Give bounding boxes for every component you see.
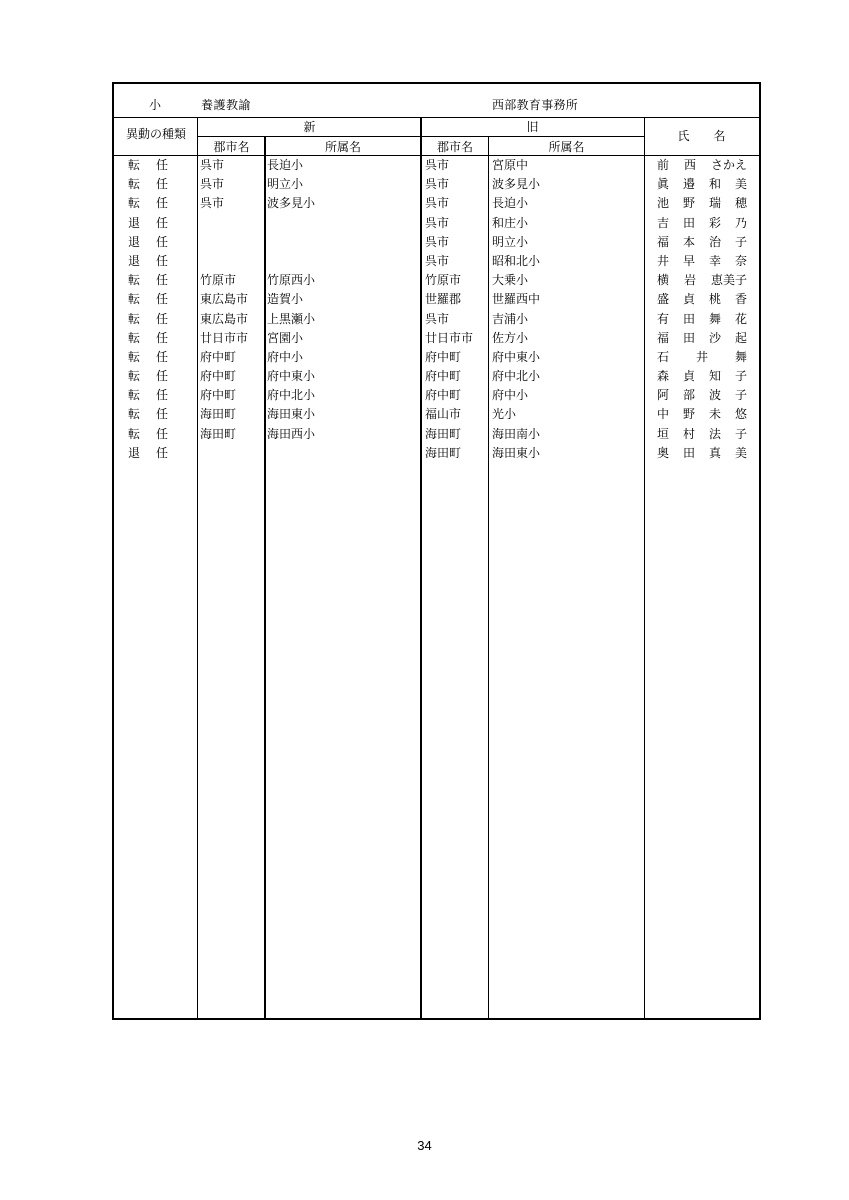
change-type-cell: 退任: [128, 215, 185, 230]
new-city-cell: 東広島市: [200, 311, 249, 326]
old-school-cell: 和庄小: [492, 215, 529, 230]
old-city-cell: 海田町: [425, 445, 462, 460]
new-city-header: 郡市名: [213, 140, 250, 154]
subject-label: 養護教諭: [201, 98, 252, 112]
old-city-cell: 呉市: [425, 158, 450, 172]
new-school-cell: 波多見小: [267, 196, 316, 211]
new-city-cell: 海田町: [200, 426, 237, 441]
new-school-cell: 上黒瀬小: [267, 311, 316, 326]
name-cell: 石 井 舞: [657, 349, 747, 364]
change-type-cell: 転任: [128, 292, 185, 307]
name-cell: 横 岩 恵美子: [657, 273, 747, 288]
change-type-cell: 退任: [128, 445, 185, 460]
change-type-cell: 転任: [128, 330, 185, 345]
change-type-cell: 転任: [128, 158, 185, 172]
new-city-cell: 東広島市: [200, 292, 249, 307]
new-city-cell: 呉市: [200, 196, 225, 211]
old-school-header: 所属名: [548, 140, 585, 154]
change-type-cell: 転任: [128, 349, 185, 364]
old-school-cell: 波多見小: [492, 177, 541, 192]
old-city-cell: 呉市: [425, 253, 450, 268]
new-city-cell: 府中町: [200, 388, 237, 403]
old-school-cell: 大乗小: [492, 273, 529, 288]
change-type-cell: 転任: [128, 407, 185, 422]
old-city-cell: 府中町: [425, 388, 462, 403]
new-school-cell: 宮園小: [267, 330, 304, 345]
new-group-header: 新: [303, 120, 316, 134]
table-row: [114, 425, 759, 444]
old-city-cell: 呉市: [425, 215, 450, 230]
change-type-cell: 転任: [128, 177, 185, 192]
old-city-cell: 廿日市市: [425, 330, 474, 345]
old-school-cell: 吉浦小: [492, 311, 529, 326]
change-type-cell: 転任: [128, 273, 185, 288]
new-school-cell: 竹原西小: [267, 273, 316, 288]
table-row: [114, 367, 759, 386]
old-school-cell: 宮原中: [492, 158, 529, 172]
change-type-cell: 退任: [128, 253, 185, 268]
old-city-cell: 呉市: [425, 234, 450, 249]
old-school-cell: 佐方小: [492, 330, 529, 345]
new-school-cell: 明立小: [267, 177, 304, 192]
old-city-cell: 呉市: [425, 311, 450, 326]
new-city-cell: 廿日市市: [200, 330, 249, 345]
name-cell: 前 西 さかえ: [657, 158, 747, 172]
name-cell: 奥 田 真 美: [657, 445, 747, 460]
table-row: [114, 386, 759, 405]
office-label: 西部教育事務所: [492, 98, 579, 112]
old-group-header: 旧: [526, 120, 539, 134]
table-row: [114, 214, 759, 233]
new-city-cell: 竹原市: [200, 273, 237, 288]
name-cell: 中 野 未 悠: [657, 407, 747, 422]
change-type-cell: 転任: [128, 388, 185, 403]
table-row: [114, 175, 759, 194]
new-school-cell: 長迫小: [267, 158, 304, 172]
table-row: [114, 290, 759, 309]
school-level-label: 小: [149, 98, 162, 112]
table-row: [114, 348, 759, 367]
old-city-cell: 福山市: [425, 407, 462, 422]
new-city-cell: 呉市: [200, 158, 225, 172]
table-body: [114, 156, 759, 463]
page-number: 34: [417, 1138, 432, 1153]
old-school-cell: 長迫小: [492, 196, 529, 211]
old-school-cell: 海田南小: [492, 426, 541, 441]
name-cell: 吉 田 彩 乃: [657, 215, 747, 230]
new-city-cell: 府中町: [200, 369, 237, 384]
new-city-cell: 呉市: [200, 177, 225, 192]
new-school-cell: 府中小: [267, 349, 304, 364]
table-row: [114, 444, 759, 463]
name-header: 氏 名: [677, 129, 726, 143]
table-row: [114, 310, 759, 329]
change-type-cell: 転任: [128, 311, 185, 326]
table-row: [114, 194, 759, 213]
old-city-header: 郡市名: [436, 140, 473, 154]
name-cell: 阿 部 波 子: [657, 388, 747, 403]
new-city-cell: 府中町: [200, 349, 237, 364]
name-cell: 井 早 幸 奈: [657, 253, 747, 268]
new-school-cell: 造賀小: [267, 292, 304, 307]
name-cell: 池 野 瑞 穂: [657, 196, 747, 211]
old-city-cell: 府中町: [425, 349, 462, 364]
change-type-cell: 退任: [128, 234, 185, 249]
name-cell: 森 貞 知 子: [657, 369, 747, 384]
old-school-cell: 府中東小: [492, 349, 541, 364]
name-cell: 垣 村 法 子: [657, 426, 747, 441]
old-city-cell: 府中町: [425, 369, 462, 384]
old-city-cell: 海田町: [425, 426, 462, 441]
name-cell: 福 田 沙 起: [657, 330, 747, 345]
new-school-cell: 府中北小: [267, 388, 316, 403]
table-row: [114, 271, 759, 290]
new-city-cell: 海田町: [200, 407, 237, 422]
change-type-cell: 転任: [128, 196, 185, 211]
old-school-cell: 昭和北小: [492, 253, 541, 268]
name-cell: 有 田 舞 花: [657, 311, 747, 326]
table-row: [114, 233, 759, 252]
old-city-cell: 世羅郡: [425, 292, 462, 307]
name-cell: 盛 貞 桃 香: [657, 292, 747, 307]
old-school-cell: 光小: [492, 407, 517, 422]
new-school-header: 所属名: [324, 140, 361, 154]
table-row: [114, 329, 759, 348]
old-city-cell: 呉市: [425, 177, 450, 192]
old-school-cell: 世羅西中: [492, 292, 541, 307]
old-school-cell: 明立小: [492, 234, 529, 249]
new-school-cell: 海田東小: [267, 407, 316, 422]
change-type-cell: 転任: [128, 426, 185, 441]
old-school-cell: 府中北小: [492, 369, 541, 384]
old-city-cell: 竹原市: [425, 273, 462, 288]
change-type-cell: 転任: [128, 369, 185, 384]
name-cell: 福 本 治 子: [657, 234, 747, 249]
old-school-cell: 府中小: [492, 388, 529, 403]
new-school-cell: 府中東小: [267, 369, 316, 384]
table-row: [114, 252, 759, 271]
new-school-cell: 海田西小: [267, 426, 316, 441]
table-row: [114, 405, 759, 424]
change-type-header: 異動の種類: [125, 127, 186, 141]
table-title-row: [114, 84, 759, 118]
personnel-table: [112, 82, 761, 1020]
old-school-cell: 海田東小: [492, 445, 541, 460]
old-city-cell: 呉市: [425, 196, 450, 211]
name-cell: 眞 邉 和 美: [657, 177, 747, 192]
table-row: [114, 156, 759, 175]
